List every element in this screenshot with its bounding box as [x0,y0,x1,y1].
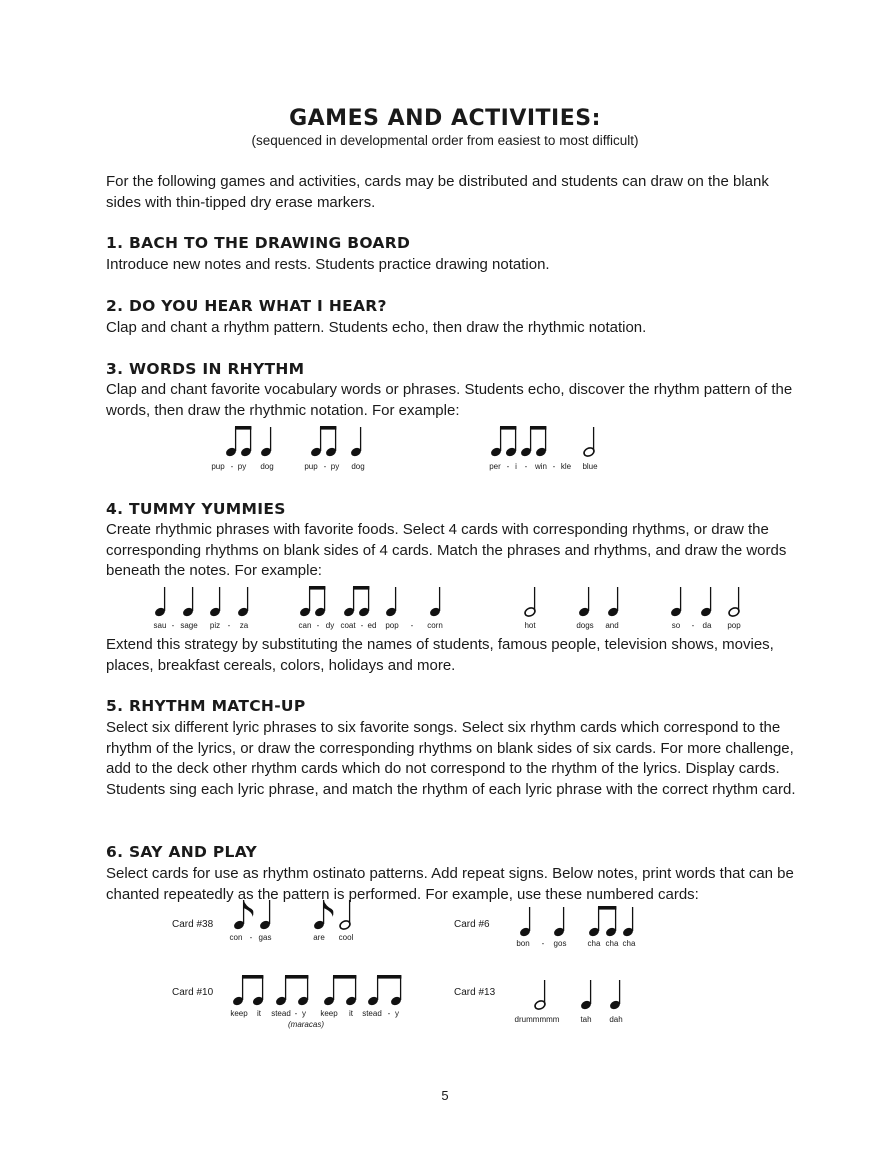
lyric: cha [622,939,636,948]
card-38-label: Card #38 [172,919,214,930]
lyric: so [671,621,681,630]
section-5-text: Select six different lyric phrases to six favorite songs. Select six rhythm cards which correspond to the rhythm of the lyrics, or draw the corresponding rhythms on blank sides of six cards. For more challenge, add to the deck other rhythm cards which do not correspond to the rhythm of the lyrics. Display cards. Students sing each lyric phrase, and match the rhythm of each lyric phrase with the correct rhythm card. [106,719,796,798]
lyric: it [349,1009,353,1018]
lyric: keep [320,1009,338,1018]
card-10-label: Card #10 [172,987,214,998]
section-2-heading: 2. DO YOU HEAR WHAT I HEAR? [106,297,387,315]
lyric: blue [582,462,598,471]
lyric: win [534,462,548,471]
lyric: dy [325,621,335,630]
lyric: sau [153,621,167,630]
lyric: da [702,621,712,630]
lyric: dogs [576,621,594,630]
lyric: y [302,1009,306,1018]
intro-paragraph: For the following games and activities, cards may be distributed and students can draw on the blank sides with thin-tipped dry erase markers. [106,173,769,211]
lyric: - [230,462,234,471]
section-3-heading: 3. WORDS IN RHYTHM [106,360,305,378]
beam [377,975,401,979]
lyric: py [237,462,247,471]
lyric: corn [427,621,443,630]
lyric: i [515,462,517,471]
maracas-note: (maracas) [287,1020,325,1029]
section-3-text: Clap and chant favorite vocabulary words or phrases. Students echo, discover the rhythm pattern of the words, then draw the rhythmic notation. For example: [106,381,793,419]
lyric: - [541,939,545,948]
beam [320,426,336,430]
section-4-heading: 4. TUMMY YUMMIES [106,500,286,518]
eighth-flag [324,900,334,917]
lyric: - [316,621,320,630]
page-number: 5 [441,1088,449,1103]
lyric: - [171,621,175,630]
lyric: za [239,621,249,630]
lyric: keep [230,1009,248,1018]
beam [242,975,263,979]
lyric: and [605,621,619,630]
page-title: GAMES AND ACTIVITIES: [289,106,601,131]
lyric: pup [304,462,318,471]
beam [235,426,251,430]
lyric: - [227,621,231,630]
lyric: drummmmm [514,1015,560,1024]
lyric: pup [211,462,225,471]
lyric: py [330,462,340,471]
section-5-heading: 5. RHYTHM MATCH-UP [106,697,306,715]
lyric: cool [338,933,354,942]
lyric: can [298,621,312,630]
section-1-text: Introduce new notes and rests. Students practice drawing notation. [106,256,550,273]
lyric: y [395,1009,399,1018]
eighth-flag [244,900,254,917]
lyric: hot [524,621,536,630]
lyric: dog [260,462,274,471]
lyric: dah [609,1015,623,1024]
lyric: - [524,462,528,471]
lyric: stead [362,1009,382,1018]
lyric: sage [180,621,198,630]
beam [353,586,369,590]
section-4-text-extend: Extend this strategy by substituting the names of students, famous people, television shows, movies, places, breakfast cereals, colors, holidays and more. [106,636,774,674]
lyric: ed [367,621,377,630]
lyric: tah [580,1015,592,1024]
lyric: pop [727,621,741,630]
lyric: coat [340,621,356,630]
page-subtitle: (sequenced in developmental order from easiest to most difficult) [251,133,639,148]
lyric: - [691,621,695,630]
lyric: it [257,1009,261,1018]
lyric: cha [587,939,601,948]
lyric: pop [385,621,399,630]
lyric: stead [271,1009,291,1018]
lyric: - [506,462,510,471]
lyric: - [323,462,327,471]
section-1-heading: 1. BACH TO THE DRAWING BOARD [106,234,411,252]
card-13-label: Card #13 [454,987,496,998]
beam [285,975,308,979]
beam [333,975,356,979]
section-6-heading: 6. SAY AND PLAY [106,843,258,861]
lyric: gas [258,933,272,942]
lyric: - [410,621,414,630]
beam [530,426,546,430]
section-2-text: Clap and chant a rhythm pattern. Students echo, then draw the rhythmic notation. [106,319,647,336]
lyric: - [294,1009,298,1018]
lyric: gos [553,939,567,948]
beam [500,426,516,430]
lyric: piz [209,621,221,630]
beam [598,906,616,910]
lyric: - [360,621,364,630]
section-6-text: Select cards for use as rhythm ostinato patterns. Add repeat signs. Below notes, print words that can be chanted repeatedly as the pattern is performed. For example, use these numbered cards: [106,865,794,903]
lyric: are [313,933,325,942]
beam [309,586,325,590]
lyric: - [249,933,253,942]
lyric: con [229,933,243,942]
lyric: dog [351,462,365,471]
section-4-text: Create rhythmic phrases with favorite foods. Select 4 cards with corresponding rhythms, or draw the corresponding rhythms on blank sides of 4 cards. Match the phrases and rhythms, and draw the words beneath the notes. For example: [106,521,787,579]
lyric: - [552,462,556,471]
lyric: bon [516,939,530,948]
lyric: - [387,1009,391,1018]
card-6-label: Card #6 [454,919,490,930]
lyric: cha [605,939,619,948]
lyric: kle [560,462,572,471]
lyric: per [489,462,501,471]
